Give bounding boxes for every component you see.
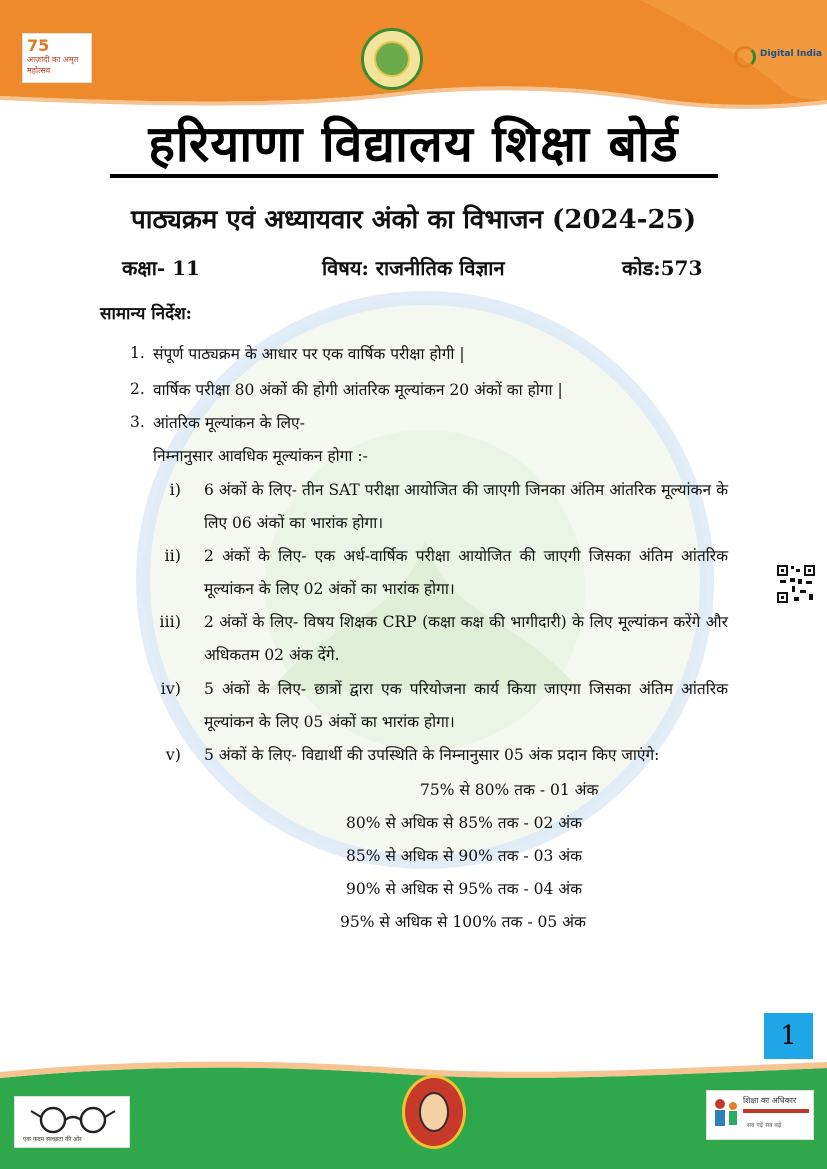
attendance-grade: 85% से अधिक से 90% तक - 03 अंक [346,847,583,865]
document-subtitle: पाठ्यक्रम एवं अध्यायवार अंको का विभाजन (2024-25) [130,205,696,235]
qr-code [776,564,816,604]
sub-item-number: iii) [159,612,181,631]
sub-item-text: 6 अंकों के लिए- तीन SAT परीक्षा आयोजित की जाएगी जिनका अंतिम आंतरिक मूल्यांकन के लिए 06 अंकों का भारांक होगा। [204,481,728,532]
instruction-text: संपूर्ण पाठ्यक्रम के आधार पर एक वार्षिक परीक्षा होगी | [153,345,465,363]
sub-item-text: 5 अंकों के लिए- विद्यार्थी की उपस्थिति के निम्नानुसार 05 अंक प्रदान किए जाएंगे: [204,746,660,764]
instruction-text: वार्षिक परीक्षा 80 अंकों की होगी आंतरिक मूल्यांकन 20 अंकों का होगा | [153,381,563,399]
sub-item-text: 2 अंकों के लिए- विषय शिक्षक CRP (कक्षा कक्ष की भागीदारी) के लिए मूल्यांकन करेंगे और अधिकतम 02 अंक देंगे. [204,613,728,664]
hbse-seal-logo [361,28,423,90]
azadi-ka-amrit-mahotsav-logo: 75 आज़ादी का अमृत महोत्सव [22,33,92,83]
class-info: कक्षा- 11 [122,256,200,280]
children-reading-icon [710,1096,742,1136]
attendance-grade: 80% से अधिक से 85% तक - 02 अंक [346,814,583,832]
instruction-number: 1. [130,344,145,362]
assessment-intro: निम्नानुसार आवधिक मूल्यांकन होगा :- [153,447,368,465]
attendance-grade: 95% से अधिक से 100% तक - 05 अंक [340,913,586,931]
code-info: कोड:573 [622,256,703,280]
instruction-number: 3. [130,413,145,431]
sub-item-number: i) [169,480,181,499]
title-underline [110,174,718,178]
sub-item-number: iv) [160,679,181,698]
shiksha-ka-adhikar-logo: शिक्षा का अधिकार सब पढ़ें सब बढ़ें [706,1090,814,1140]
swachh-bharat-logo: एक कदम स्वच्छता की ओर [14,1096,130,1148]
instruction-text: आंतरिक मूल्यांकन के लिए- [153,414,305,432]
sub-item-text: 2 अंकों के लिए- एक अर्ध-वार्षिक परीक्षा आयोजित की जाएगी जिसका अंतिम आंतरिक मूल्यांकन के लिए 02 अंकों का भारांक होगा। [204,547,728,598]
sub-item-number: ii) [164,546,181,565]
page-number: 1 [764,1013,813,1059]
instruction-number: 2. [130,380,145,398]
digital-india-logo: Digital India [732,44,802,70]
subject-info: विषय: राजनीतिक विज्ञान [322,256,505,280]
attendance-grade: 90% से अधिक से 95% तक - 04 अंक [346,880,583,898]
sub-item-number: v) [165,745,181,764]
instructions-heading: सामान्य निर्देश: [100,304,192,324]
glasses-icon [29,1105,117,1135]
sub-item-text: 5 अंकों के लिए- छात्रों द्वारा एक परियोजना कार्य किया जाएगा जिसका अंतिम आंतरिक मूल्यांकन के लिए 05 अंकों का भारांक होगा। [204,680,728,731]
board-title: हरियाणा विद्यालय शिक्षा बोर्ड [148,114,679,173]
beti-bachao-beti-padhao-logo [402,1075,466,1149]
attendance-grade: 75% से 80% तक - 01 अंक [420,781,599,799]
